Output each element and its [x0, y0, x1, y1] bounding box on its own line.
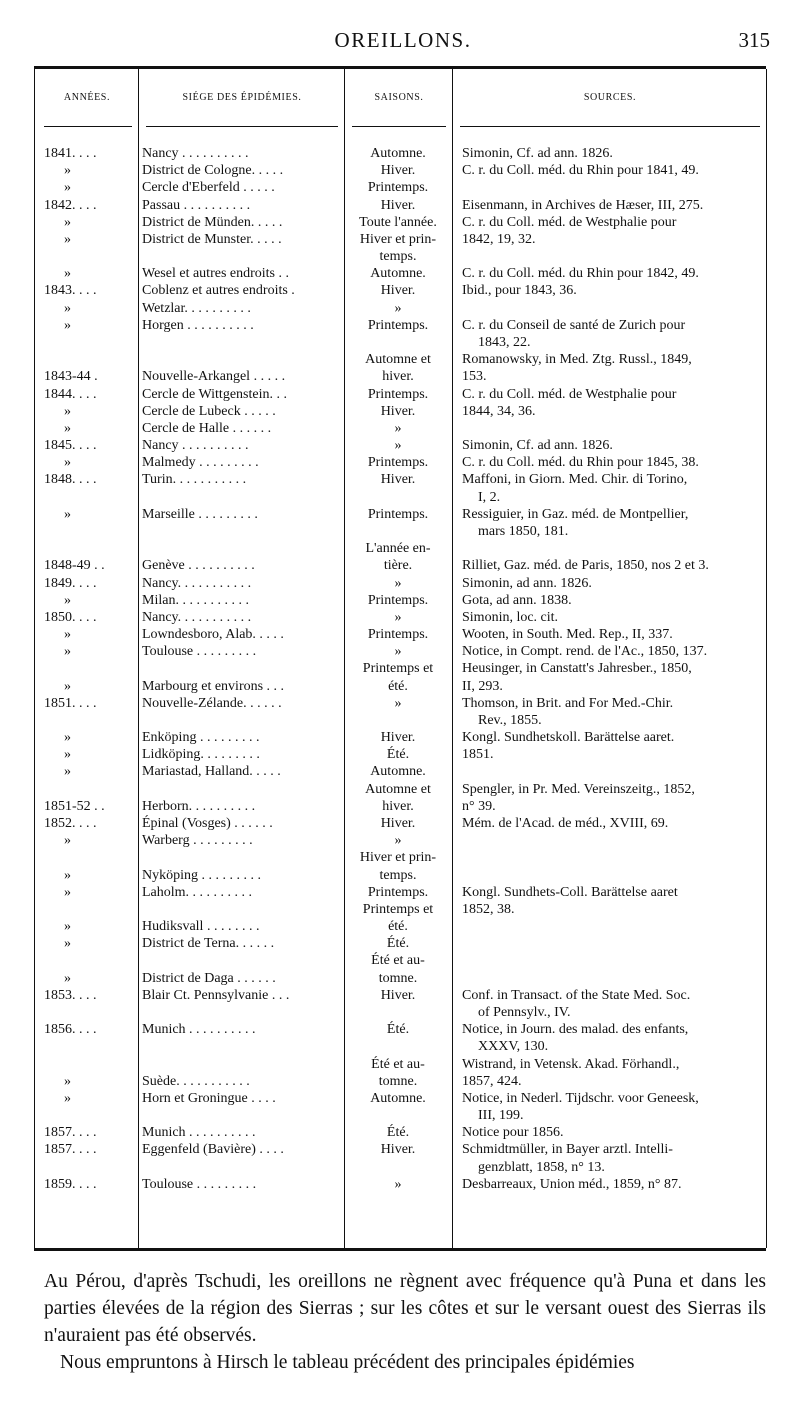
site-cell: District de Cologne. . . . . — [142, 163, 284, 178]
year-cell: » — [64, 215, 71, 230]
header-rule-siege — [146, 126, 338, 127]
source-cell: Kongl. Sundhetskoll. Barättelse aaret. — [462, 730, 675, 745]
site-cell: Toulouse . . . . . . . . . — [142, 644, 257, 659]
season-cell: tomne. — [378, 1074, 418, 1089]
year-cell: » — [64, 885, 71, 900]
year-cell: » — [64, 919, 71, 934]
season-cell: » — [394, 644, 402, 659]
source-cell: Simonin, Cf. ad ann. 1826. — [462, 438, 613, 453]
year-cell: » — [64, 679, 71, 694]
season-cell: Printemps. — [367, 885, 429, 900]
season-cell: Automne et — [365, 782, 431, 797]
source-cell: Wistrand, in Vetensk. Akad. Förhandl., — [462, 1057, 680, 1072]
season-cell: Été. — [386, 747, 410, 762]
season-cell: Hiver et prin- — [359, 232, 437, 247]
season-cell: » — [394, 610, 402, 625]
source-cell: n° 39. — [462, 799, 496, 814]
site-cell: Blair Ct. Pennsylvanie . . . — [142, 988, 290, 1003]
paragraph: Nous empruntons à Hirsch le tableau précédent des principales épidémies — [60, 1352, 635, 1373]
year-cell: » — [64, 318, 71, 333]
source-cell: Desbarreaux, Union méd., 1859, n° 87. — [462, 1177, 682, 1192]
season-cell: Automne. — [370, 764, 426, 779]
site-cell: Wetzlar. . . . . . . . . . — [142, 301, 251, 316]
season-cell: Printemps. — [367, 507, 429, 522]
season-cell: été. — [388, 679, 408, 694]
year-cell: 1851-52 . . — [44, 799, 105, 814]
year-cell: » — [64, 593, 71, 608]
source-cell: mars 1850, 181. — [478, 524, 569, 539]
year-cell: » — [64, 1091, 71, 1106]
site-cell: Mariastad, Halland. . . . . — [142, 764, 281, 779]
season-cell: Hiver. — [380, 198, 416, 213]
season-cell: Hiver et prin- — [359, 850, 437, 865]
source-cell: Notice, in Journ. des malad. des enfants, — [462, 1022, 689, 1037]
season-cell: Automne et — [365, 352, 431, 367]
source-cell: Schmidtmüller, in Bayer arztl. Intelli- — [462, 1142, 673, 1157]
year-cell: » — [64, 232, 71, 247]
source-cell: Spengler, in Pr. Med. Vereinszeitg., 1852, — [462, 782, 695, 797]
year-cell: » — [64, 833, 71, 848]
season-cell: Printemps et — [362, 902, 434, 917]
site-cell: Genève . . . . . . . . . . — [142, 558, 255, 573]
column-divider-3 — [452, 69, 453, 1248]
source-cell: Notice, in Nederl. Tijdschr. voor Geneesk, — [462, 1091, 699, 1106]
site-cell: District de Daga . . . . . . — [142, 971, 276, 986]
header-rule-annees — [44, 126, 132, 127]
year-cell: 1859. . . . — [44, 1177, 97, 1192]
year-cell: » — [64, 507, 71, 522]
season-cell: Hiver. — [380, 730, 416, 745]
source-cell: Maffoni, in Giorn. Med. Chir. di Torino, — [462, 472, 688, 487]
page-header — [36, 28, 770, 62]
year-cell: » — [64, 455, 71, 470]
year-cell: 1841. . . . — [44, 146, 97, 161]
season-cell: » — [394, 696, 402, 711]
table-right-border — [766, 69, 767, 1248]
body-text — [44, 1268, 766, 1376]
source-cell: Rev., 1855. — [478, 713, 542, 728]
season-cell: Printemps. — [367, 318, 429, 333]
year-cell: 1844. . . . — [44, 387, 97, 402]
season-cell: Hiver. — [380, 988, 416, 1003]
season-cell: » — [394, 576, 402, 591]
site-cell: Munich . . . . . . . . . . — [142, 1125, 256, 1140]
year-cell: » — [64, 421, 71, 436]
season-cell: » — [394, 438, 402, 453]
site-cell: Hudiksvall . . . . . . . . — [142, 919, 260, 934]
season-cell: Hiver. — [380, 283, 416, 298]
season-cell: Printemps. — [367, 627, 429, 642]
year-cell: » — [64, 180, 71, 195]
season-cell: Été et au- — [371, 1057, 425, 1072]
source-cell: C. r. du Coll. méd. du Rhin pour 1841, 49. — [462, 163, 699, 178]
site-cell: Marseille . . . . . . . . . — [142, 507, 258, 522]
year-cell: 1857. . . . — [44, 1142, 97, 1157]
source-cell: XXXV, 130. — [478, 1039, 549, 1054]
source-cell: genzblatt, 1858, n° 13. — [478, 1160, 605, 1175]
site-cell: Nancy . . . . . . . . . . — [142, 438, 249, 453]
site-cell: Coblenz et autres endroits . — [142, 283, 295, 298]
year-cell: 1848. . . . — [44, 472, 97, 487]
season-cell: Été. — [386, 1022, 410, 1037]
year-cell: 1850. . . . — [44, 610, 97, 625]
site-cell: Nancy. . . . . . . . . . . — [142, 610, 252, 625]
source-cell: of Pennsylv., IV. — [478, 1005, 571, 1020]
source-cell: 1843, 22. — [478, 335, 531, 350]
source-cell: 1851. — [462, 747, 494, 762]
site-cell: Cercle de Lubeck . . . . . — [142, 404, 276, 419]
year-cell: 1842. . . . — [44, 198, 97, 213]
site-cell: Nouvelle-Arkangel . . . . . — [142, 369, 286, 384]
source-cell: C. r. du Coll. méd. du Rhin pour 1842, 49. — [462, 266, 699, 281]
season-cell: » — [394, 421, 402, 436]
source-cell: C. r. du Conseil de santé de Zurich pour — [462, 318, 686, 333]
season-cell: temps. — [379, 249, 417, 264]
table-bottom-rule — [34, 1248, 766, 1251]
year-cell: 1845. . . . — [44, 438, 97, 453]
source-cell: C. r. du Coll. méd. de Westphalie pour — [462, 215, 677, 230]
year-cell: » — [64, 644, 71, 659]
season-cell: Printemps. — [367, 593, 429, 608]
site-cell: Laholm. . . . . . . . . . — [142, 885, 253, 900]
season-cell: temps. — [379, 868, 417, 883]
season-cell: Été. — [386, 1125, 410, 1140]
year-cell: » — [64, 971, 71, 986]
site-cell: Milan. . . . . . . . . . . — [142, 593, 249, 608]
site-cell: Horgen . . . . . . . . . . — [142, 318, 254, 333]
header-rule-saisons — [352, 126, 446, 127]
season-cell: » — [394, 1177, 402, 1192]
year-cell: » — [64, 301, 71, 316]
season-cell: hiver. — [382, 369, 414, 384]
site-cell: Lowndesboro, Alab. . . . . — [142, 627, 284, 642]
year-cell: » — [64, 764, 71, 779]
season-cell: Printemps. — [367, 180, 429, 195]
year-cell: » — [64, 266, 71, 281]
column-divider-2 — [344, 69, 345, 1248]
table-left-border — [34, 69, 35, 1248]
site-cell: Nyköping . . . . . . . . . — [142, 868, 261, 883]
site-cell: District de Munster. . . . . — [142, 232, 282, 247]
source-cell: Ibid., pour 1843, 36. — [462, 283, 577, 298]
year-cell: 1853. . . . — [44, 988, 97, 1003]
season-cell: Hiver. — [380, 1142, 416, 1157]
season-cell: Automne. — [370, 1091, 426, 1106]
year-cell: 1843. . . . — [44, 283, 97, 298]
source-cell: Mém. de l'Acad. de méd., XVIII, 69. — [462, 816, 669, 831]
source-cell: Gota, ad ann. 1838. — [462, 593, 572, 608]
season-cell: Hiver. — [380, 816, 416, 831]
paragraph: Au Pérou, d'après Tschudi, les oreillons ne règnent avec fréquence qu'à Puna et dans les parties élevées de la région des Sierras ; sur les côtes et sur le versant ouest des Sierras ils n'auraient pas été observés. — [44, 1271, 766, 1346]
site-cell: Marbourg et environs . . . — [142, 679, 285, 694]
season-cell: Hiver. — [380, 472, 416, 487]
source-cell: Simonin, Cf. ad ann. 1826. — [462, 146, 613, 161]
season-cell: » — [394, 833, 402, 848]
year-cell: 1848-49 . . — [44, 558, 105, 573]
source-cell: Ressiguier, in Gaz. méd. de Montpellier, — [462, 507, 689, 522]
year-cell: » — [64, 627, 71, 642]
season-cell: L'année en- — [365, 541, 431, 556]
source-cell: Thomson, in Brit. and For Med.-Chir. — [462, 696, 674, 711]
season-cell: été. — [388, 919, 408, 934]
season-cell: Hiver. — [380, 404, 416, 419]
source-cell: Notice, in Compt. rend. de l'Ac., 1850, 137. — [462, 644, 708, 659]
year-cell: 1852. . . . — [44, 816, 97, 831]
source-cell: C. r. du Coll. méd. du Rhin pour 1845, 38. — [462, 455, 699, 470]
year-cell: » — [64, 163, 71, 178]
season-cell: Automne. — [370, 146, 426, 161]
year-cell: 1856. . . . — [44, 1022, 97, 1037]
site-cell: Cercle d'Eberfeld . . . . . — [142, 180, 275, 195]
site-cell: Suède. . . . . . . . . . . — [142, 1074, 250, 1089]
source-cell: Conf. in Transact. of the State Med. Soc. — [462, 988, 691, 1003]
year-cell: » — [64, 404, 71, 419]
site-cell: Passau . . . . . . . . . . — [142, 198, 251, 213]
site-cell: Enköping . . . . . . . . . — [142, 730, 260, 745]
site-cell: Épinal (Vosges) . . . . . . — [142, 816, 273, 831]
site-cell: Malmedy . . . . . . . . . — [142, 455, 259, 470]
column-header-saisons: SAISONS. — [374, 92, 424, 103]
source-cell: II, 293. — [462, 679, 503, 694]
year-cell: » — [64, 868, 71, 883]
column-header-sources: SOURCES. — [583, 92, 637, 103]
site-cell: Nancy. . . . . . . . . . . — [142, 576, 252, 591]
source-cell: Rilliet, Gaz. méd. de Paris, 1850, nos 2 et 3. — [462, 558, 709, 573]
site-cell: Lidköping. . . . . . . . . — [142, 747, 260, 762]
source-cell: Heusinger, in Canstatt's Jahresber., 1850, — [462, 661, 692, 676]
source-cell: C. r. du Coll. méd. de Westphalie pour — [462, 387, 677, 402]
source-cell: Simonin, ad ann. 1826. — [462, 576, 592, 591]
year-cell: » — [64, 936, 71, 951]
season-cell: tière. — [383, 558, 413, 573]
year-cell: » — [64, 1074, 71, 1089]
year-cell: 1851. . . . — [44, 696, 97, 711]
year-cell: 1843-44 . — [44, 369, 98, 384]
year-cell: 1849. . . . — [44, 576, 97, 591]
source-cell: III, 199. — [478, 1108, 524, 1123]
source-cell: Wooten, in South. Med. Rep., II, 337. — [462, 627, 673, 642]
site-cell: Turin. . . . . . . . . . . — [142, 472, 247, 487]
site-cell: Cercle de Halle . . . . . . — [142, 421, 272, 436]
season-cell: tomne. — [378, 971, 418, 986]
site-cell: Nouvelle-Zélande. . . . . . — [142, 696, 282, 711]
page-number: 315 — [738, 28, 770, 52]
source-cell: 1857, 424. — [462, 1074, 522, 1089]
season-cell: Hiver. — [380, 163, 416, 178]
source-cell: Notice pour 1856. — [462, 1125, 564, 1140]
season-cell: Printemps. — [367, 455, 429, 470]
source-cell: Romanowsky, in Med. Ztg. Russl., 1849, — [462, 352, 692, 367]
site-cell: Toulouse . . . . . . . . . — [142, 1177, 257, 1192]
season-cell: Toute l'année. — [359, 215, 437, 230]
year-cell: » — [64, 730, 71, 745]
season-cell: » — [394, 301, 402, 316]
site-cell: Horn et Groningue . . . . — [142, 1091, 276, 1106]
source-cell: Simonin, loc. cit. — [462, 610, 559, 625]
site-cell: Warberg . . . . . . . . . — [142, 833, 253, 848]
source-cell: I, 2. — [478, 490, 501, 505]
season-cell: Été et au- — [371, 953, 425, 968]
site-cell: Herborn. . . . . . . . . . — [142, 799, 256, 814]
season-cell: Printemps et — [362, 661, 434, 676]
source-cell: 153. — [462, 369, 487, 384]
table-top-rule — [34, 66, 766, 69]
site-cell: District de Terna. . . . . . — [142, 936, 275, 951]
source-cell: 1842, 19, 32. — [462, 232, 536, 247]
site-cell: Eggenfeld (Bavière) . . . . — [142, 1142, 284, 1157]
season-cell: Printemps. — [367, 387, 429, 402]
source-cell: 1852, 38. — [462, 902, 515, 917]
season-cell: Automne. — [370, 266, 426, 281]
column-header-annees: ANNÉES. — [63, 92, 111, 103]
header-rule-sources — [460, 126, 760, 127]
source-cell: Eisenmann, in Archives de Hæser, III, 275. — [462, 198, 704, 213]
source-cell: 1844, 34, 36. — [462, 404, 536, 419]
site-cell: District de Münden. . . . . — [142, 215, 283, 230]
year-cell: » — [64, 747, 71, 762]
page-title: OREILLONS. — [334, 28, 472, 52]
source-cell: Kongl. Sundhets-Coll. Barättelse aaret — [462, 885, 678, 900]
year-cell: 1857. . . . — [44, 1125, 97, 1140]
site-cell: Nancy . . . . . . . . . . — [142, 146, 249, 161]
season-cell: hiver. — [382, 799, 414, 814]
site-cell: Cercle de Wittgenstein. . . — [142, 387, 287, 402]
column-header-siege: SIÉGE DES ÉPIDÉMIES. — [182, 92, 302, 103]
site-cell: Wesel et autres endroits . . — [142, 266, 289, 281]
site-cell: Munich . . . . . . . . . . — [142, 1022, 256, 1037]
season-cell: Été. — [386, 936, 410, 951]
